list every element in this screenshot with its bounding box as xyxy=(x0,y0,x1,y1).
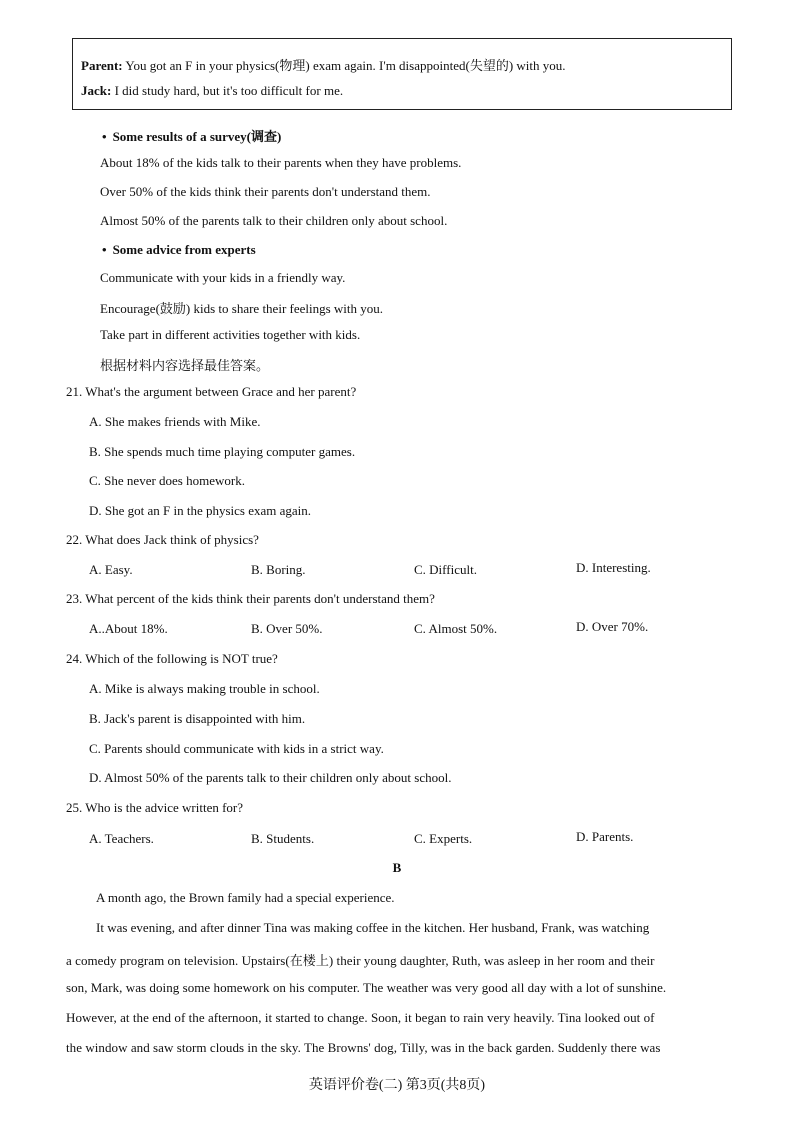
dialog-speaker: Jack: xyxy=(81,83,112,98)
dialog-text: You got an F in your physics(物理) exam again. I'm disappointed(失望的) with you. xyxy=(125,58,566,73)
question-option: B. Jack's parent is disappointed with him. xyxy=(89,711,306,726)
survey-item: Almost 50% of the parents talk to their children only about school. xyxy=(100,213,448,228)
section-label: B xyxy=(392,860,402,875)
survey-item: Over 50% of the kids think their parents don't understand them. xyxy=(100,184,431,199)
question-option: C. Experts. xyxy=(414,831,473,846)
question-stem: 23. What percent of the kids think their parents don't understand them? xyxy=(66,591,435,606)
question-option: A..About 18%. xyxy=(89,621,168,636)
question-option: D. Over 70%. xyxy=(576,619,649,634)
dialog-box xyxy=(72,38,732,110)
survey-item: About 18% of the kids talk to their parents when they have problems. xyxy=(100,155,462,170)
question-option: D. Parents. xyxy=(576,829,634,844)
advice-item: Take part in different activities together with kids. xyxy=(100,327,361,342)
instruction: 根据材料内容选择最佳答案。 xyxy=(100,358,270,373)
question-option: A. Mike is always making trouble in school. xyxy=(89,681,320,696)
survey-heading: • Some results of a survey(调查) xyxy=(102,126,281,145)
dialog-line-jack xyxy=(81,83,343,99)
advice-heading: • Some advice from experts xyxy=(102,242,256,258)
question-option: B. She spends much time playing computer games. xyxy=(89,444,356,459)
question-stem: 25. Who is the advice written for? xyxy=(66,800,244,815)
question-option: B. Boring. xyxy=(251,562,306,577)
dialog-text: I did study hard, but it's too difficult for me. xyxy=(114,83,344,98)
question-stem: 24. Which of the following is NOT true? xyxy=(66,651,278,666)
dialog-line-parent xyxy=(81,55,566,74)
question-option: D. Interesting. xyxy=(576,560,651,575)
passage-line: son, Mark, was doing some homework on his computer. The weather was very good all day with a lot of sunshine. xyxy=(66,980,667,995)
question-option: B. Students. xyxy=(251,831,315,846)
page-footer: 英语评价卷(二) 第3页(共8页) xyxy=(308,1078,486,1093)
passage-line: A month ago, the Brown family had a special experience. xyxy=(96,890,395,905)
question-option: C. Almost 50%. xyxy=(414,621,498,636)
passage-line: It was evening, and after dinner Tina was making coffee in the kitchen. Her husband, Frank, was watching xyxy=(96,920,650,935)
question-option: D. Almost 50% of the parents talk to their children only about school. xyxy=(89,770,452,785)
passage-line: However, at the end of the afternoon, it started to change. Soon, it began to rain very heavily. Tina looked out of xyxy=(66,1010,655,1025)
question-option: C. Difficult. xyxy=(414,562,477,577)
dialog-speaker: Parent: xyxy=(81,58,123,73)
advice-item: Encourage(鼓励) kids to share their feelings with you. xyxy=(100,301,384,316)
advice-item: Communicate with your kids in a friendly way. xyxy=(100,270,346,285)
question-option: A. She makes friends with Mike. xyxy=(89,414,261,429)
question-stem: 21. What's the argument between Grace and her parent? xyxy=(66,384,357,399)
passage-line: the window and saw storm clouds in the sky. The Browns' dog, Tilly, was in the back garden. Suddenly there was xyxy=(66,1040,661,1055)
question-option: D. She got an F in the physics exam again. xyxy=(89,503,312,518)
passage-line: a comedy program on television. Upstairs(在楼上) their young daughter, Ruth, was asleep in her room and their xyxy=(66,953,655,968)
question-option: C. Parents should communicate with kids in a strict way. xyxy=(89,741,384,756)
question-option: A. Teachers. xyxy=(89,831,154,846)
question-option: B. Over 50%. xyxy=(251,621,323,636)
question-option: C. She never does homework. xyxy=(89,473,245,488)
question-stem: 22. What does Jack think of physics? xyxy=(66,532,259,547)
question-option: A. Easy. xyxy=(89,562,133,577)
